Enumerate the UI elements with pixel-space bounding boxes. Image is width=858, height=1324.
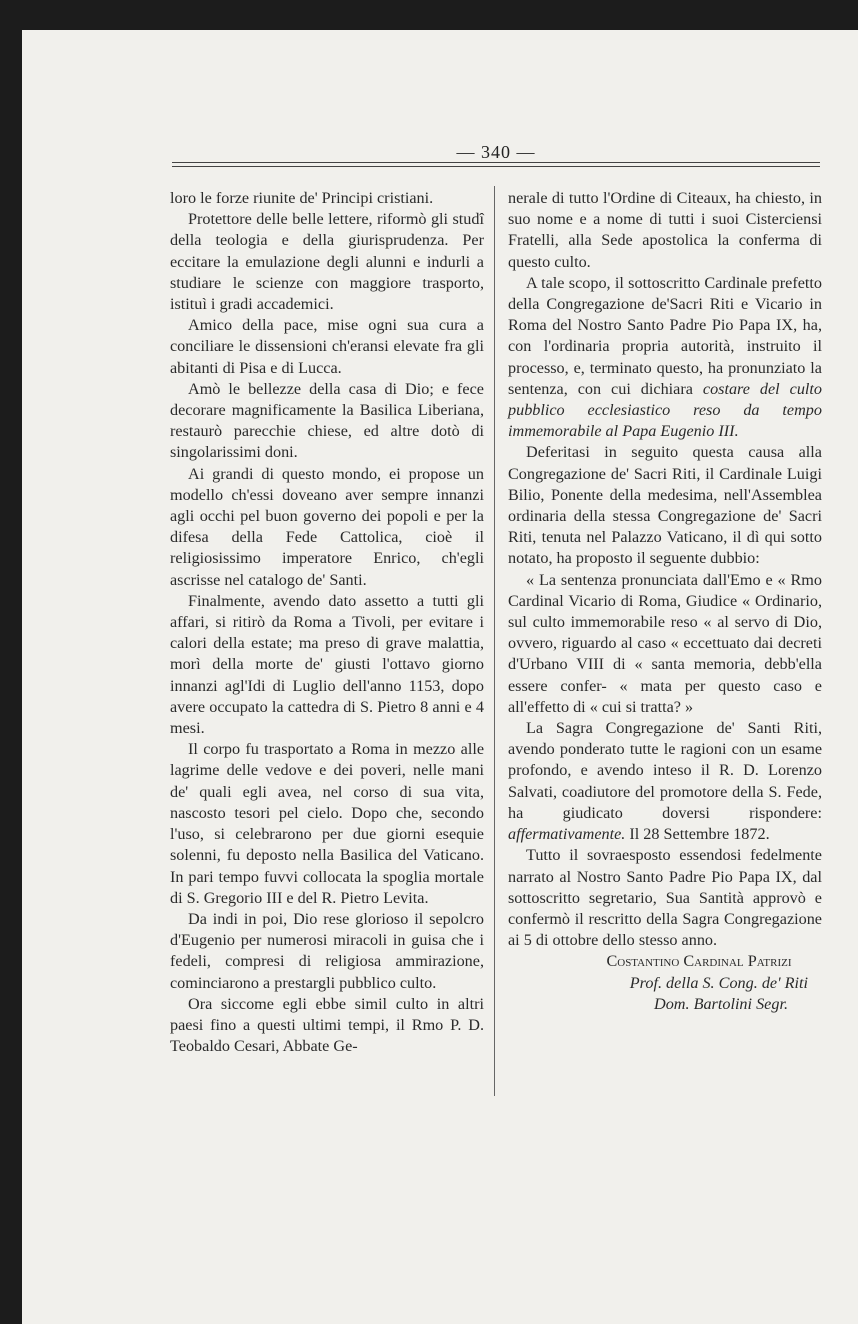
left-column (170, 188, 484, 1057)
paragraph-text: La Sagra Congregazione de' Santi Riti, avendo ponderato tutte le ragioni con un esame profondo, e avendo inteso il R. D. Lorenzo Salvati, coadiutore del promotore della S. Fede, ha giudicato doversi rispondere: (508, 719, 822, 822)
left-paragraph: Amò le bellezze della casa di Dio; e fece decorare magnificamente la Basilica Liberiana, restaurò parecchie chiese, ed altre dotò di singolarissimi doni. (170, 379, 484, 462)
signature-title: Prof. della S. Cong. de' Riti (629, 973, 808, 992)
left-paragraph: Protettore delle belle lettere, riformò gli studî della teologia e della giurisprudenza. Per eccitare la emulazione degli alunni e indurli a studiare le scienze con maggiore trasporto, istituì i gradi accademici. (170, 210, 484, 314)
right-paragraph (508, 718, 822, 845)
left-paragraph: Finalmente, avendo dato assetto a tutti gli affari, si ritirò da Roma a Tivoli, per evitare i calori della estate; ma preso di grave malattia, morì della morte de' giusti l'ottavo giorno innanzi agl'Idi di Luglio dell'anno 1153, dopo avere occupato la cattedra di S. Pietro 8 anni e 4 mesi. (170, 591, 484, 738)
right-paragraph: nerale di tutto l'Ordine di Citeaux, ha chiesto, in suo nome e a nome di tutti i suoi Cisterciensi Fratelli, alla Sede apostolica la conferma di questo culto. (508, 189, 822, 271)
left-paragraph: loro le forze riunite de' Principi cristiani. (170, 189, 434, 207)
italic-phrase: costare del culto pubblico ecclesiastico reso da tempo immemorabile al Papa Eugenio III. (508, 379, 823, 441)
column-divider (494, 186, 495, 1096)
right-paragraph: Deferitasi in seguito questa causa alla Congregazione de' Sacri Riti, il Cardinale Luigi Bilio, Ponente della medesima, nell'Assemblea ordinaria della stessa Congregazione de' Sacri Riti, tenuta nel Palazzo Vaticano, il dì qui sotto notato, ha proposto il seguente dubbio: (508, 443, 822, 568)
page-number: — 340 — (449, 142, 544, 162)
left-paragraph: Il corpo fu trasportato a Roma in mezzo alle lagrime delle vedove e dei poveri, nelle mani de' quali egli avea, nel corso di sua vita, nascosto tesori pel cielo. Dopo che, secondo l'uso, si celebrarono per due giorni esequie solenni, fu deposto nella Basilica del Vaticano. In pari tempo fuvvi collocata la spoglia mortale di S. Gregorio III e del R. Pietro Levita. (170, 740, 484, 907)
right-paragraph: Tutto il sovraesposto essendosi fedelmente narrato al Nostro Santo Padre Pio Papa IX, dal sottoscritto segretario, Sua Santità approvò e confermò il rescritto della Sagra Congregazione ai 5 di ottobre dello stesso anno. (508, 846, 822, 950)
quoted-doubt: « La sentenza pronunciata dall'Emo e « Rmo Cardinal Vicario di Roma, Giudice « Ordinario, sul culto immemorabile reso « al servo di Dio, ovvero, riguardo al caso « eccettuato dai decreti d'Urbano VIII di « santa memoria, debb'ella essere confer- « mata per questo caso e all'effetto di « cui si tratta? » (508, 570, 822, 716)
italic-phrase: affermativamente. (508, 825, 626, 844)
page-header (172, 142, 820, 172)
left-paragraph: Ora siccome egli ebbe simil culto in altri paesi fino a questi ultimi tempi, il Rmo P. D. Teobaldo Cesari, Abbate Ge- (170, 994, 484, 1056)
signature-name: Costantino Cardinal Patrizi (606, 952, 792, 971)
right-column (508, 188, 822, 1015)
header-rule-bottom (172, 166, 820, 167)
left-paragraph: Amico della pace, mise ogni sua cura a conciliare le dissensioni ch'eransi elevate fra gli abitanti di Pisa e di Lucca. (170, 316, 484, 377)
left-paragraph: Ai grandi di questo mondo, ei propose un modello ch'essi doveano aver sempre innanzi agli occhi pel buon governo dei popoli e per la difesa della Fede Cattolica, cioè il religiosissimo imperatore Enrico, ch'egli ascrisse nel catalogo de' Santi. (170, 464, 484, 589)
right-paragraph (508, 273, 822, 443)
signature-secretary: Dom. Bartolini Segr. (654, 994, 788, 1013)
paragraph-text: Il 28 Settembre 1872. (625, 825, 770, 844)
paragraph-text: A tale scopo, il sottoscritto Cardinale prefetto della Congregazione de'Sacri Riti e Vicario in Roma del Nostro Santo Padre Pio Papa IX, ha, con l'ordinaria propria autorità, instruito il processo, e, terminato questo, ha pronunziato la sentenza, con cui dichiara (508, 273, 822, 398)
left-paragraph: Da indi in poi, Dio rese glorioso il sepolcro d'Eugenio per numerosi miracoli in guisa che i fedeli, compresi di religiosa ammirazione, cominciarono a prestargli pubblico culto. (170, 909, 484, 992)
